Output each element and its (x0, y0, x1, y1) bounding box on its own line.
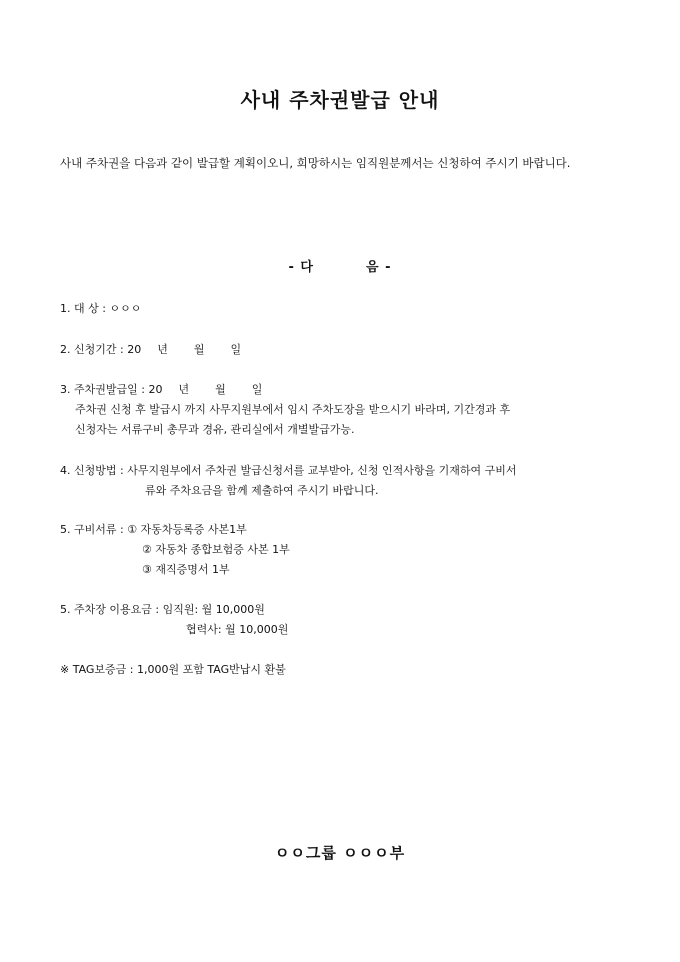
item-fee (60, 601, 265, 617)
item-issue-date-year: 20 (148, 383, 163, 396)
item-period-label: 2. 신청기간 : (60, 343, 124, 356)
item-issue-date-m: 월 (215, 383, 226, 396)
item-period (60, 341, 241, 357)
subheading (0, 256, 680, 275)
item-issue-date-d: 일 (251, 383, 263, 396)
item-fee-label: 5. 주차장 이용요금 : (60, 603, 160, 616)
item-issue-date-label: 3. 주차권발급일 : (60, 383, 145, 396)
item-documents-doc-3: ③ 재직증명서 1부 (142, 563, 230, 576)
item-period-year: 20 (127, 343, 142, 356)
item-target (60, 300, 141, 316)
item-method-line-2: 류와 주차요금을 함께 제출하여 주시기 바랍니다. (145, 484, 379, 497)
issuer-name: ㅇㅇ그룹 ㅇㅇㅇ부 (274, 844, 406, 862)
item-fee-line-1: 임직원: 월 10,000원 (162, 603, 265, 616)
item-issue-date-y: 년 (178, 383, 190, 396)
item-method (60, 462, 516, 478)
item-method-label: 4. 신청방법 : (60, 464, 124, 477)
item-issue-date (60, 381, 262, 397)
item-period-d: 일 (230, 343, 242, 356)
item-documents-doc-1: ① 자동차등록증 사본1부 (127, 523, 247, 536)
item-fee-line-2: 협력사: 월 10,000원 (186, 623, 289, 636)
subheading-left: - 다 (288, 260, 314, 275)
intro-paragraph: 사내 주차권을 다음과 같이 발급할 계획이오니, 희망하시는 임직원분께서는 신청하여 주시기 바랍니다. (60, 156, 571, 170)
subheading-right: 음 - (366, 260, 392, 275)
item-method-line-1: 사무지원부에서 주차권 발급신청서를 교부받아, 신청 인적사항을 기재하여 구비서 (127, 464, 517, 477)
item-documents-doc-2: ② 자동차 종합보험증 사본 1부 (142, 543, 290, 556)
item-documents (60, 521, 247, 537)
item-issue-date-note-1: 주차권 신청 후 발급시 까지 사무지원부에서 임시 주차도장을 받으시기 바라며, 기간경과 후 (75, 403, 511, 416)
document-title: 사내 주차권발급 안내 (240, 88, 440, 112)
item-period-y: 년 (157, 343, 168, 356)
tag-note: ※ TAG보증금 : 1,000원 포함 TAG반납시 환불 (60, 663, 286, 676)
item-issue-date-note-2: 신청자는 서류구비 총무과 경유, 관리실에서 개별발급가능. (75, 423, 355, 436)
item-documents-label: 5. 구비서류 : (60, 523, 124, 536)
item-target-label: 1. 대 상 : (60, 302, 106, 315)
item-target-value: ㅇㅇㅇ (109, 302, 142, 315)
item-period-m: 월 (193, 343, 205, 356)
